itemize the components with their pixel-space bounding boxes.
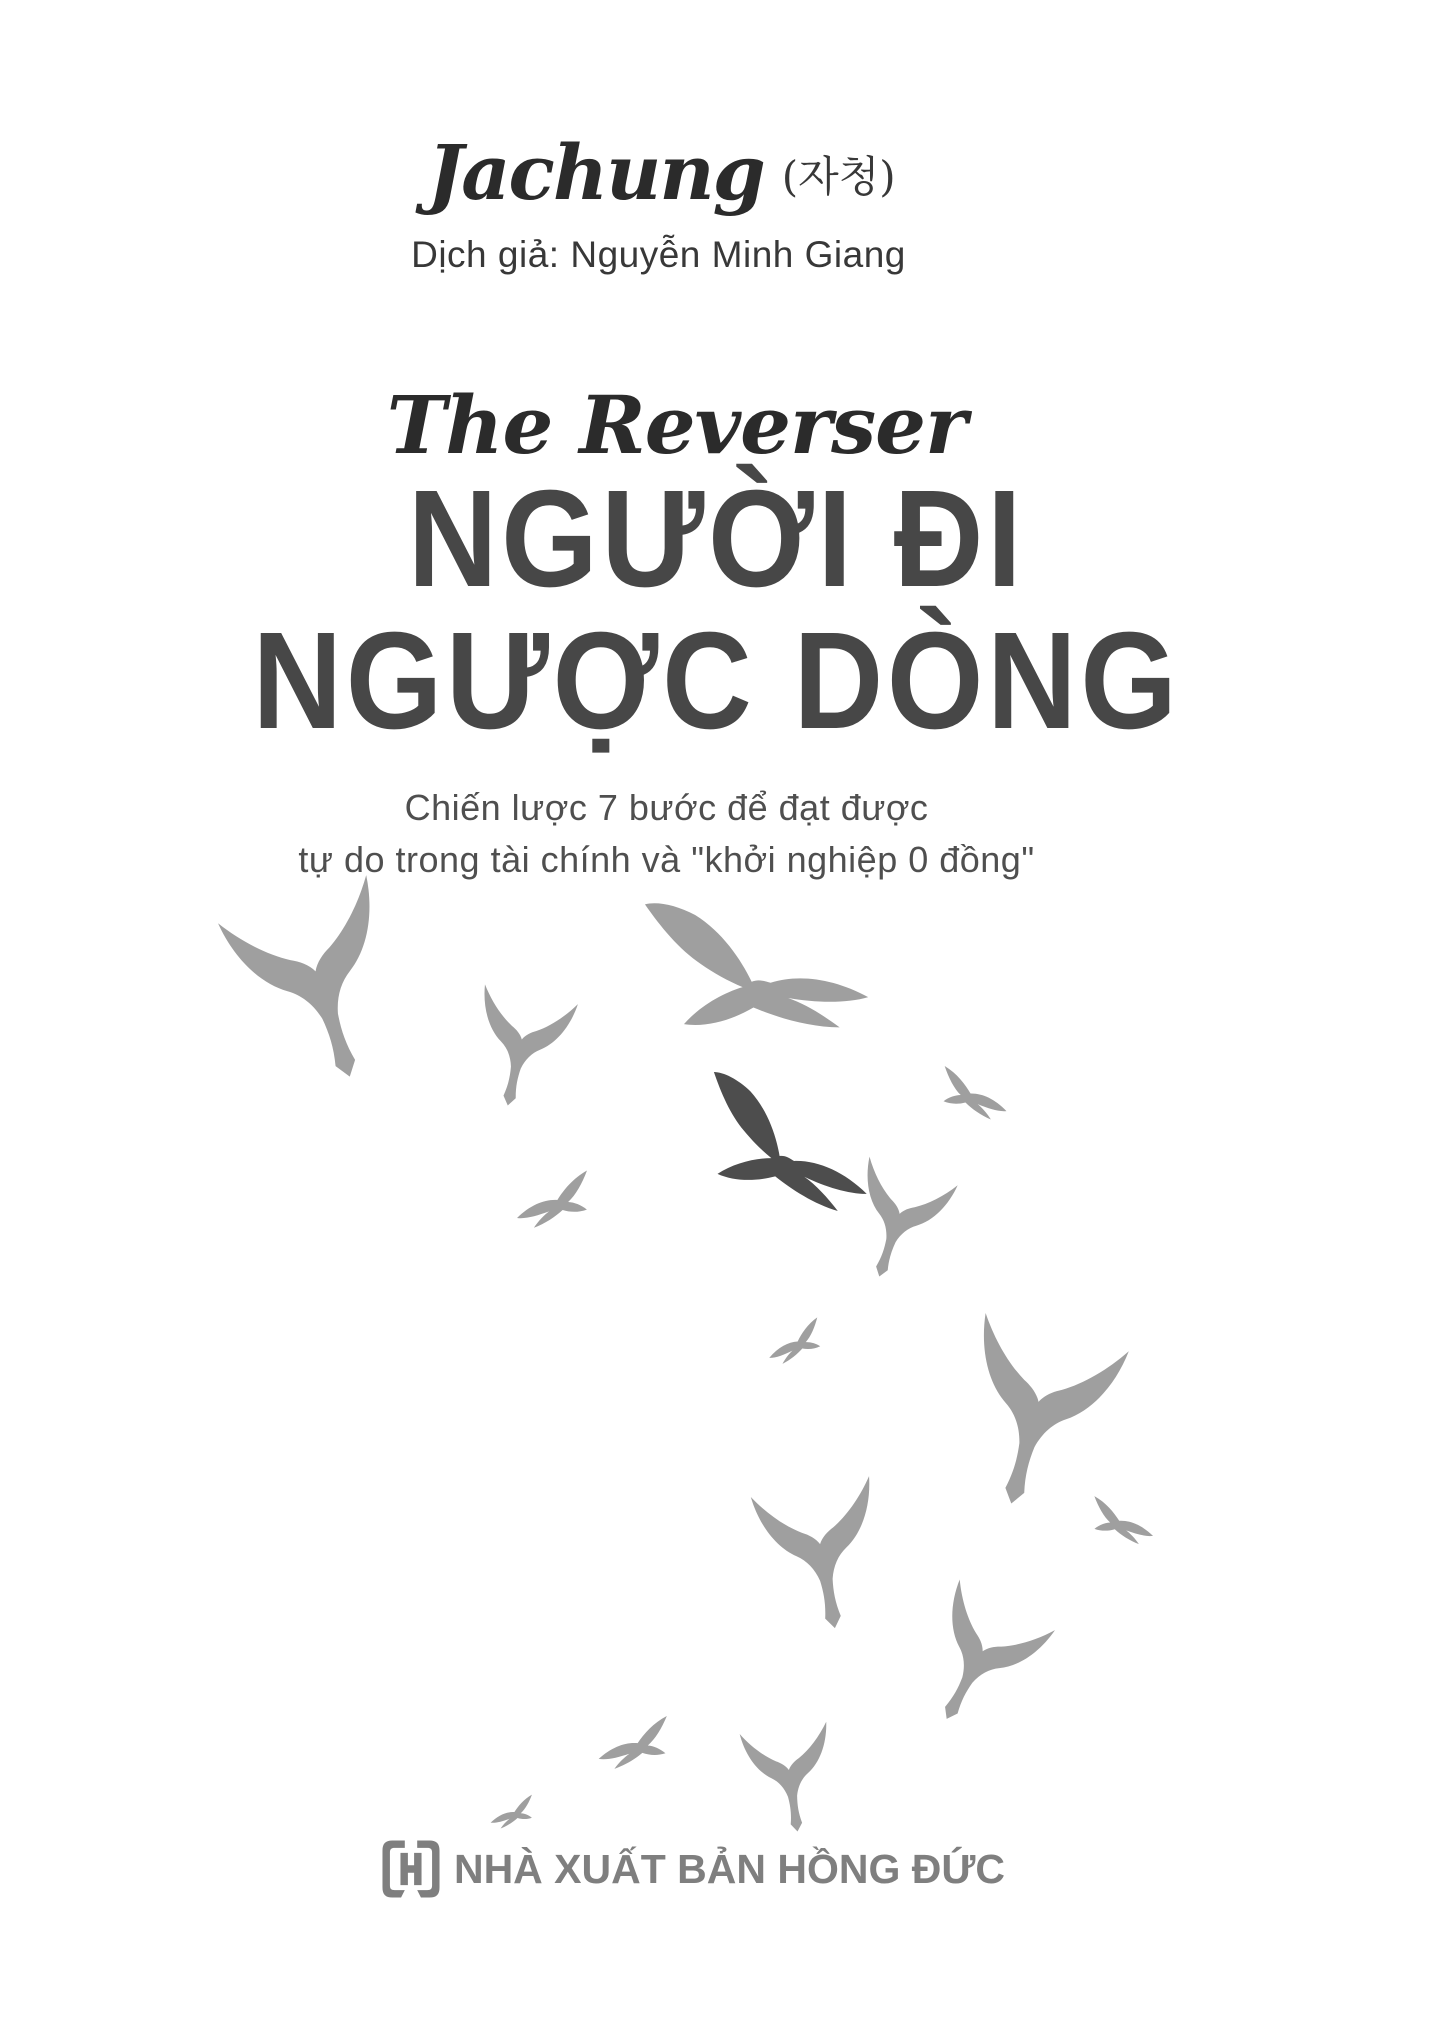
bird-silhouette (740, 1722, 841, 1838)
bird-silhouette (835, 1157, 957, 1291)
author-korean-name: (자청) (781, 152, 896, 201)
translator-credit: Dịch giả: Nguyễn Minh Giang (411, 234, 906, 275)
bird-silhouette (751, 1476, 894, 1638)
bird-flock-group (218, 875, 1156, 1837)
bird-silhouette (763, 1317, 825, 1366)
bird-silhouette (461, 984, 578, 1115)
subtitle-line-1: Chiến lược 7 bước để đạt được (404, 787, 929, 828)
main-title (0, 462, 1433, 758)
bird-silhouette (488, 1795, 535, 1830)
bird-silhouette (938, 1066, 1011, 1121)
bird-silhouette (899, 1580, 1055, 1745)
bird-silhouette (691, 1072, 885, 1217)
publisher-h-bracket-logo-icon (380, 1838, 442, 1900)
publisher-name: NHÀ XUẤT BẢN HỒNG ĐỨC (453, 1845, 1006, 1892)
series-title: The Reverser (386, 378, 967, 472)
author-line (0, 128, 1378, 217)
publisher-line (0, 1838, 1409, 1900)
subtitle (0, 782, 1383, 886)
bird-silhouette (940, 1313, 1129, 1523)
bird-silhouette (218, 875, 424, 1101)
bird-silhouette (645, 889, 870, 1041)
main-title-line-1: NGƯỜI ĐI (407, 462, 1026, 616)
bird-silhouette (1090, 1496, 1157, 1545)
subtitle-line-2: tự do trong tài chính và "khởi nghiệp 0 đồng" (298, 839, 1035, 881)
author-name: Jachung (427, 128, 764, 217)
main-title-line-2: NGƯỢC DÒNG (252, 604, 1181, 758)
bird-silhouette (513, 1170, 593, 1229)
bird-silhouette (596, 1716, 670, 1770)
